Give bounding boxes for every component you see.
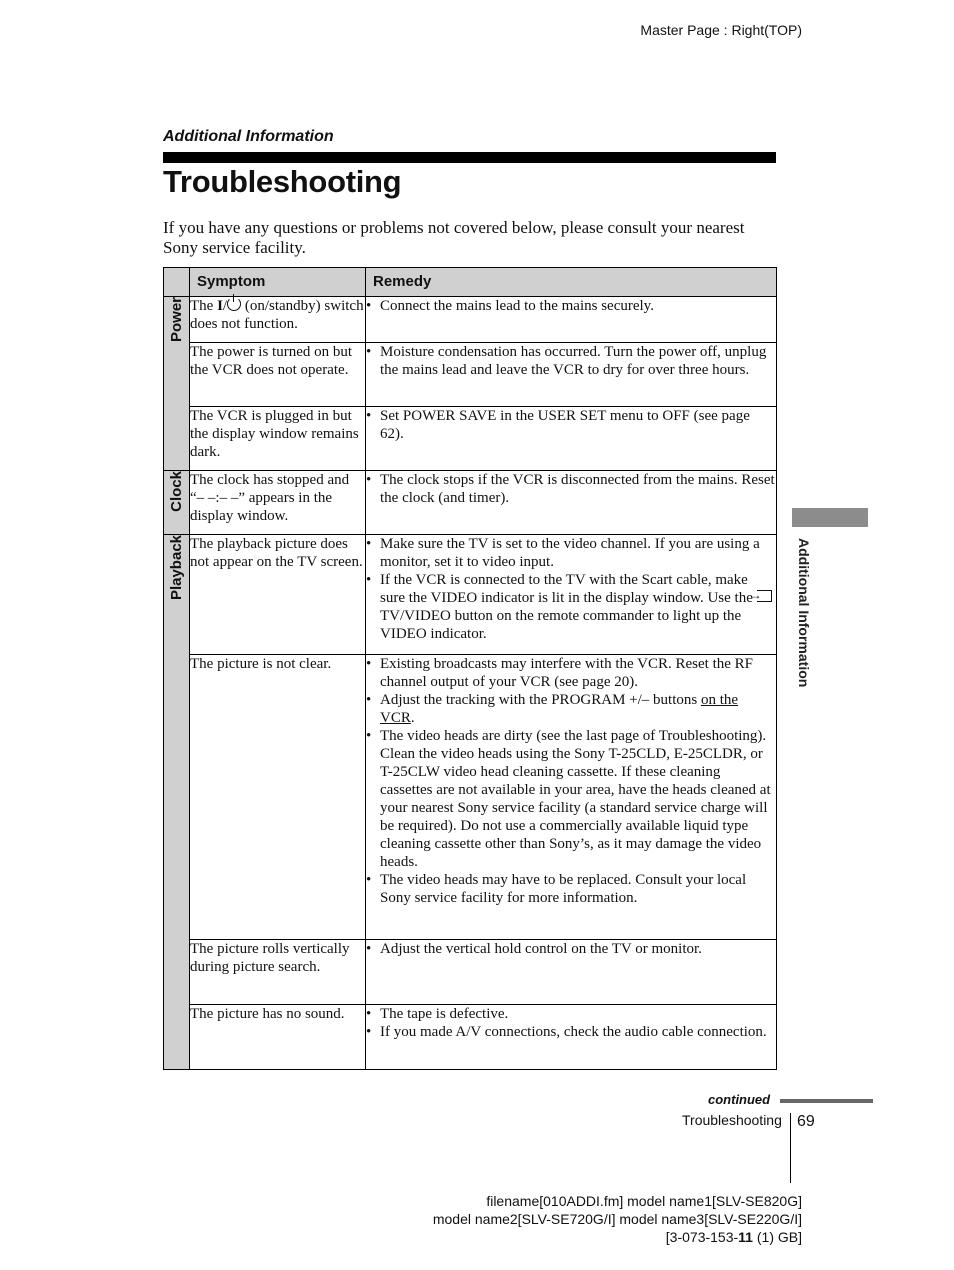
symptom-cell: The picture is not clear. [190, 655, 366, 940]
meta-text: [3-073-153- [665, 1229, 739, 1245]
symptom-cell: The clock has stopped and “– –:– –” appears in the display window. [190, 471, 366, 535]
remedy-text: . [410, 710, 415, 726]
meta-line: model name2[SLV-SE720G/I] model name3[SLV-SE220G/I] [432, 1211, 802, 1227]
category-power [164, 297, 190, 471]
remedy-cell [366, 471, 777, 535]
remedy-cell [366, 343, 777, 407]
table-header-row [164, 268, 777, 297]
meta-text: (1) GB] [752, 1229, 802, 1245]
tv-video-input-icon [757, 590, 772, 602]
remedy-text: Adjust the tracking with the PROGRAM +/– buttons [380, 692, 701, 708]
remedy-header: Remedy [366, 268, 777, 297]
symptom-text: The [190, 298, 218, 314]
remedy-cell [366, 407, 777, 471]
continued-bar [780, 1099, 873, 1103]
meta-line [382, 1228, 802, 1246]
page-title: Troubleshooting [163, 164, 402, 199]
page-number: 69 [797, 1113, 815, 1130]
remedy-item: • If you made A/V connections, check the audio cable connection. [366, 1023, 776, 1041]
remedy-cell [366, 297, 777, 343]
remedy-text: TV/VIDEO button on the remote commander to light up the VIDEO indicator. [380, 608, 742, 642]
symptom-cell: The picture has no sound. [190, 1005, 366, 1070]
symptom-text: (on/standby) switch does not function. [190, 298, 364, 332]
master-page-label: Master Page : Right(TOP) [640, 22, 802, 38]
table-row [164, 343, 777, 407]
symptom-header: Symptom [190, 268, 366, 297]
table-row [164, 407, 777, 471]
intro-paragraph: If you have any questions or problems not covered below, please consult your nearest Sony service facility. [163, 218, 745, 257]
remedy-item [366, 571, 776, 643]
remedy-item: • The video heads are dirty (see the last page of Troubleshooting). Clean the video heads using the Sony T-25CLD, E-25CLDR, or T-25CLW video head cleaning cassette. If these cleaning cassettes are not available in your area, have the heads cleaned at your nearest Sony service facility (a standard service charge will be required). Do not use a commercially available liquid type cleaning cassette other than Sony’s, as it may damage the video heads. [366, 727, 776, 871]
remedy-item: • Moisture condensation has occurred. Turn the power off, unplug the mains lead and leave the VCR to dry for over three hours. [366, 343, 776, 379]
symptom-cell: The power is turned on but the VCR does not operate. [190, 343, 366, 407]
category-header-cell [164, 268, 190, 297]
category-clock [164, 471, 190, 535]
remedy-item: • Make sure the TV is set to the video channel. If you are using a monitor, set it to video input. [366, 535, 776, 571]
remedy-item: • Adjust the vertical hold control on the TV or monitor. [366, 940, 776, 958]
footer-section-name: Troubleshooting [682, 1112, 782, 1128]
symptom-cell: The I/ (on/standby) switch does not function. [190, 297, 366, 343]
troubleshooting-table [163, 267, 777, 1070]
symptom-cell: The playback picture does not appear on the TV screen. [190, 535, 366, 655]
remedy-cell [366, 1005, 777, 1070]
table-row [164, 535, 777, 655]
remedy-item: • Set POWER SAVE in the USER SET menu to OFF (see page 62). [366, 407, 776, 443]
remedy-text: If the VCR is connected to the TV with the Scart cable, make sure the VIDEO indicator is lit in the display window. Use the [380, 572, 757, 606]
remedy-underlined-text: on the VCR [380, 692, 739, 726]
continued-label: continued [708, 1092, 771, 1107]
table-row [164, 940, 777, 1005]
meta-line: filename[010ADDI.fm] model name1[SLV-SE820G] [486, 1193, 802, 1209]
category-playback [164, 535, 190, 1070]
category-label-power: Power [167, 297, 185, 343]
heading-rule [163, 152, 776, 163]
table-row [164, 655, 777, 940]
side-tab-marker [792, 508, 868, 527]
remedy-item: • The tape is defective. [366, 1005, 776, 1023]
remedy-cell [366, 940, 777, 1005]
remedy-item: • The video heads may have to be replaced. Consult your local Sony service facility for more information. [366, 871, 776, 907]
symptom-cell: The picture rolls vertically during picture search. [190, 940, 366, 1005]
symptom-cell: The VCR is plugged in but the display window remains dark. [190, 407, 366, 471]
remedy-cell [366, 535, 777, 655]
power-standby-icon [227, 297, 241, 311]
meta-bold-text: 11 [738, 1229, 753, 1245]
table-row [164, 1005, 777, 1070]
table-row [164, 297, 777, 343]
table-row [164, 471, 777, 535]
section-label: Additional Information [163, 128, 334, 145]
footer-divider [790, 1113, 791, 1183]
category-label-clock: Clock [167, 471, 185, 512]
file-metadata [382, 1192, 802, 1246]
side-tab-label: Additional Information [796, 538, 812, 688]
remedy-cell [366, 655, 777, 940]
remedy-item: • Connect the mains lead to the mains securely. [366, 297, 776, 315]
category-label-playback: Playback [167, 535, 185, 601]
remedy-item: • The clock stops if the VCR is disconnected from the mains. Reset the clock (and timer). [366, 471, 776, 507]
remedy-item [366, 691, 776, 727]
remedy-item: • Existing broadcasts may interfere with the VCR. Reset the RF channel output of your VCR (see page 20). [366, 655, 776, 691]
